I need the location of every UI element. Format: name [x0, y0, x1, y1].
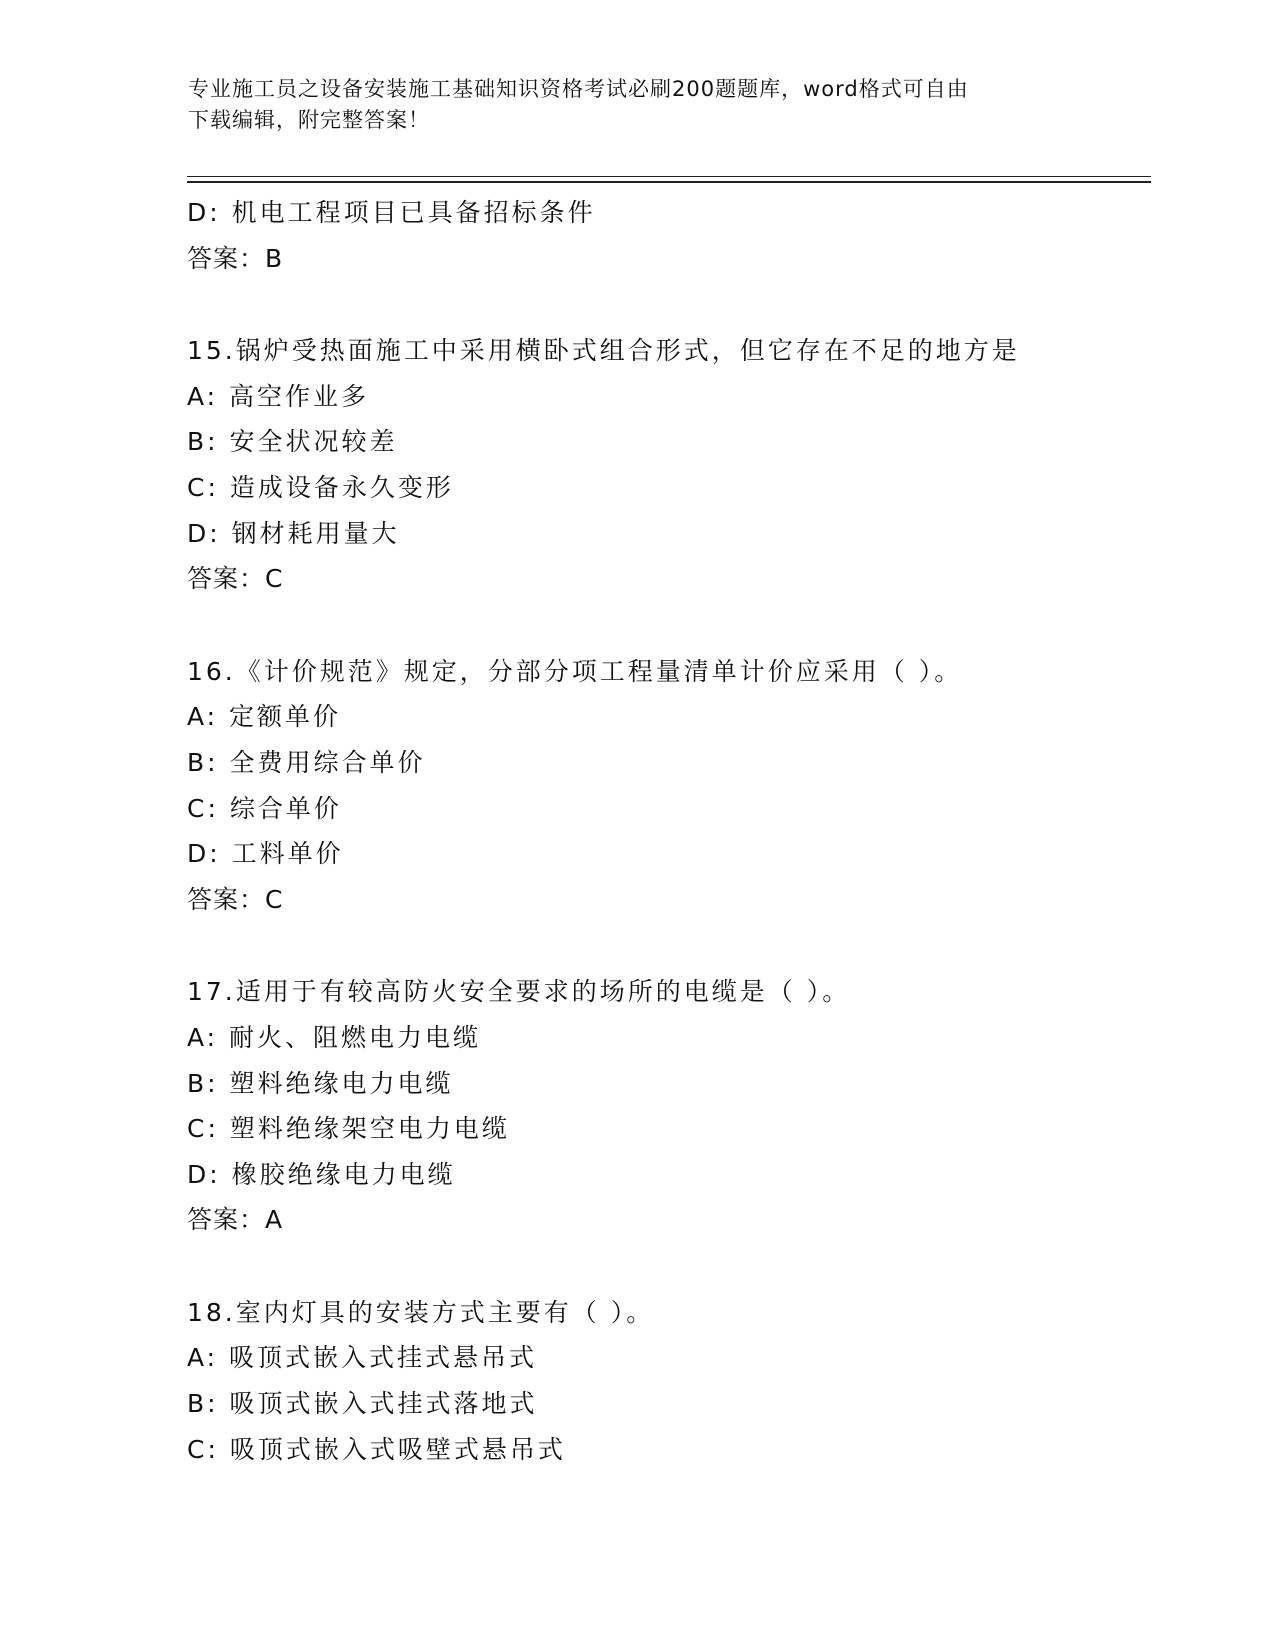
option-a: A: 定额单价	[187, 702, 342, 732]
question-stem: 15.锅炉受热面施工中采用横卧式组合形式，但它存在不足的地方是	[187, 336, 1020, 366]
header-divider-thin	[187, 176, 1151, 177]
option-b: B: 塑料绝缘电力电缆	[187, 1068, 454, 1098]
question-list	[187, 190, 1151, 1472]
header-divider-thick	[187, 181, 1151, 183]
option-a: A: 耐火、阻燃电力电缆	[187, 1022, 482, 1052]
document-header	[188, 74, 1088, 136]
answer-line: 答案：B	[187, 243, 284, 273]
option-c: C: 综合单价	[187, 793, 342, 823]
option-a: A: 吸顶式嵌入式挂式悬吊式	[187, 1343, 538, 1373]
option-d: D: 机电工程项目已具备招标条件	[187, 198, 596, 227]
option-c: C: 造成设备永久变形	[187, 472, 454, 502]
option-c: C: 吸顶式嵌入式吸壁式悬吊式	[187, 1434, 566, 1464]
header-line-1: 专业施工员之设备安装施工基础知识资格考试必刷200题题库，word格式可自由	[188, 77, 969, 101]
option-d: D: 钢材耗用量大	[187, 518, 400, 548]
answer-line: 答案：A	[187, 1205, 284, 1235]
question-18	[187, 1290, 1151, 1472]
question-17	[187, 969, 1151, 1243]
option-b: B: 安全状况较差	[187, 427, 398, 457]
option-b: B: 全费用综合单价	[187, 747, 426, 777]
answer-line: 答案：C	[187, 884, 284, 914]
question-15	[187, 328, 1151, 602]
option-d: D: 橡胶绝缘电力电缆	[187, 1159, 456, 1189]
option-b: B: 吸顶式嵌入式挂式落地式	[187, 1389, 538, 1419]
question-stem: 17.适用于有较高防火安全要求的场所的电缆是（ ）。	[187, 977, 851, 1007]
question-16	[187, 649, 1151, 923]
header-line-2: 下载编辑，附完整答案！	[188, 108, 430, 132]
question-14-tail	[187, 190, 1151, 281]
option-c: C: 塑料绝缘架空电力电缆	[187, 1114, 510, 1144]
answer-line: 答案：C	[187, 564, 284, 594]
question-stem: 18.室内灯具的安装方式主要有（ ）。	[187, 1297, 655, 1327]
question-stem: 16.《计价规范》规定，分部分项工程量清单计价应采用（ ）。	[187, 656, 963, 686]
option-a: A: 高空作业多	[187, 381, 370, 411]
option-d: D: 工料单价	[187, 839, 344, 869]
